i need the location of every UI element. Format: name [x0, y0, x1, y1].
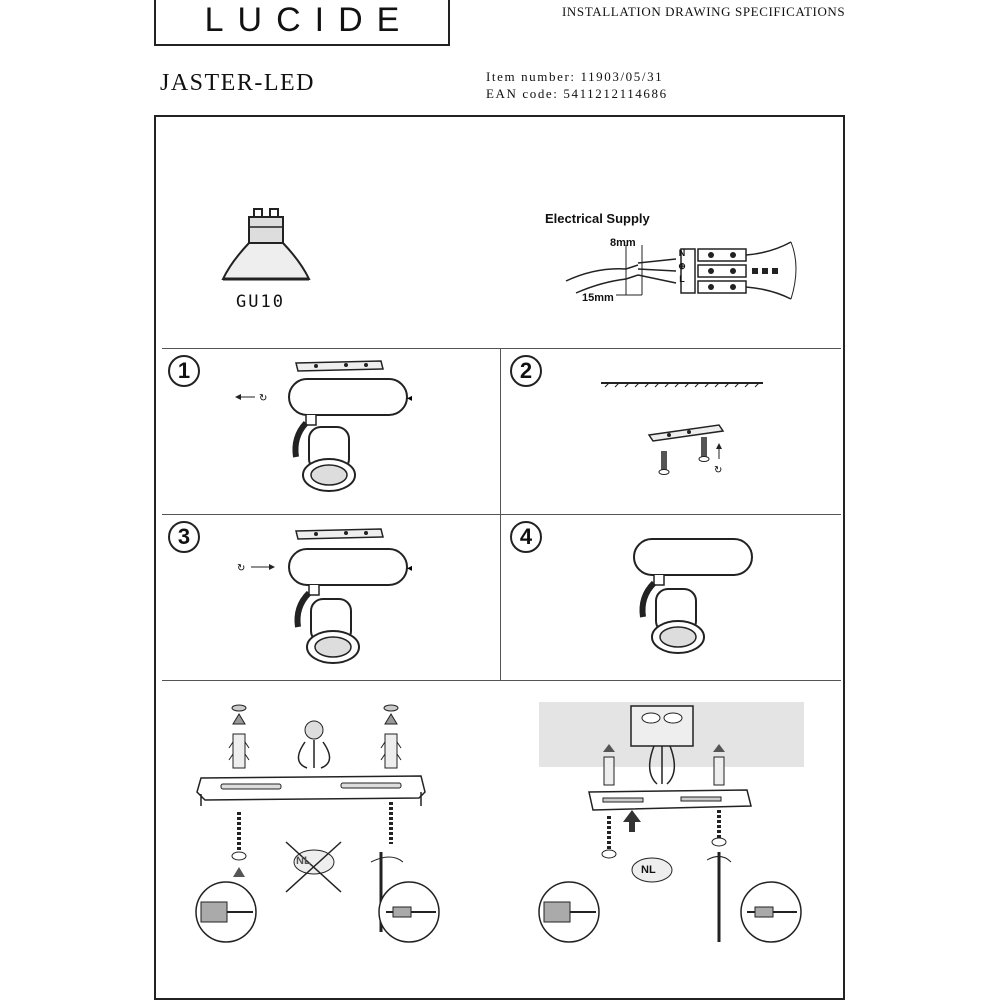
- badge-right: NL: [641, 864, 656, 876]
- step-2-illustration: [601, 377, 771, 487]
- divider-vertical: [500, 348, 501, 680]
- ean-code: EAN code: 5411212114686: [486, 86, 668, 101]
- electrical-supply-title: Electrical Supply: [545, 211, 650, 226]
- terminal-earth: ⊕: [678, 261, 686, 271]
- terminal-live: L: [679, 274, 685, 284]
- terminal-neutral: N: [678, 248, 686, 258]
- mounting-diagram-right: [539, 702, 809, 992]
- strip-length-label: 8mm: [610, 237, 636, 249]
- svg-text:◂: ◂: [407, 563, 413, 574]
- svg-text:↻: ↻: [237, 563, 246, 574]
- step-3-illustration: [231, 525, 421, 665]
- document-title: INSTALLATION DRAWING SPECIFICATIONS: [562, 4, 846, 19]
- wiring-diagram: [566, 237, 826, 307]
- step-3-number: 3: [168, 521, 200, 553]
- step-4-number: 4: [510, 521, 542, 553]
- product-meta: [486, 68, 668, 102]
- cable-length-label: 15mm: [582, 292, 614, 304]
- svg-text:◂: ◂: [407, 393, 413, 404]
- divider-top: [162, 348, 841, 349]
- step-2-number: 2: [510, 355, 542, 387]
- mounting-diagram-left: [181, 702, 451, 992]
- terminal-labels: [676, 247, 688, 286]
- step-1-number: 1: [168, 355, 200, 387]
- step-1-illustration: [231, 357, 421, 497]
- divider-bottom: [162, 680, 841, 681]
- divider-middle: [162, 514, 841, 515]
- step-4-illustration: [626, 535, 776, 665]
- gu10-bulb-illustration: [221, 207, 311, 287]
- drawing-frame: [154, 115, 845, 1000]
- item-number: Item number: 11903/05/31: [486, 69, 664, 84]
- bulb-label: GU10: [236, 292, 285, 312]
- brand-logo: LUCIDE: [154, 0, 450, 46]
- product-name: JASTER-LED: [160, 70, 315, 96]
- svg-text:↻: ↻: [714, 465, 723, 476]
- svg-text:↻: ↻: [259, 393, 268, 404]
- badge-left: NL: [296, 855, 311, 867]
